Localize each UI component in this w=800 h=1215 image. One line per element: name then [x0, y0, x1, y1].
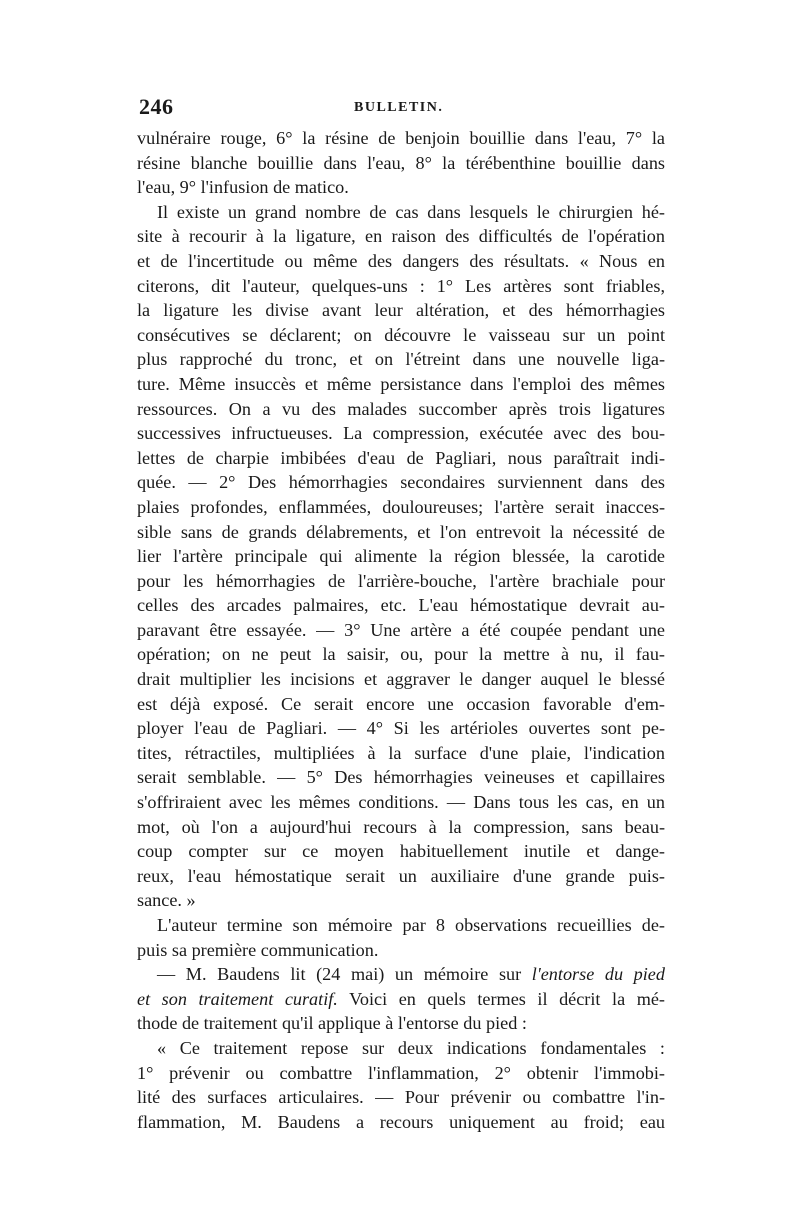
- italic-title: l'entorse du pied: [531, 964, 665, 985]
- text-line: lité des surfaces articulaires. — Pour prévenir ou combattre l'in-: [137, 1087, 665, 1108]
- text-line: plaies profondes, enflammées, douloureuses; l'artère serait inacces-: [137, 496, 665, 517]
- text-line: l'eau, 9° l'infusion de matico.: [137, 177, 349, 198]
- text-line: citerons, dit l'auteur, quelques-uns : 1° Les artères sont friables,: [137, 275, 665, 296]
- text-line: pour les hémorrhagies de l'arrière-bouche, l'artère brachiale pour: [137, 570, 665, 591]
- text-line: ressources. On a vu des malades succomber après trois ligatures: [137, 398, 665, 419]
- text-line: [137, 962, 665, 987]
- text-line: site à recourir à la ligature, en raison des difficultés de l'opération: [137, 226, 665, 247]
- text-line: ployer l'eau de Pagliari. — 4° Si les artérioles ouvertes sont pe-: [137, 718, 665, 739]
- text-line: est déjà exposé. Ce serait encore une occasion favorable d'em-: [137, 693, 665, 714]
- running-title: BULLETIN.: [354, 100, 444, 115]
- text-line: mot, où l'on a aujourd'hui recours à la compression, sans beau-: [137, 816, 665, 837]
- text-line: serait semblable. — 5° Des hémorrhagies veineuses et capillaires: [137, 767, 665, 788]
- text-line: thode de traitement qu'il applique à l'entorse du pied :: [137, 1013, 527, 1034]
- page-number: 246: [139, 94, 174, 119]
- text-line: reux, l'eau hémostatique serait un auxiliaire d'une grande puis-: [137, 865, 665, 886]
- text-line: ture. Même insuccès et même persistance dans l'emploi des mêmes: [137, 373, 665, 394]
- text-line: vulnéraire rouge, 6° la résine de benjoin bouillie dans l'eau, 7° la: [137, 128, 665, 148]
- text-line: opération; on ne peut la saisir, ou, pour la mettre à nu, il fau-: [137, 644, 665, 665]
- text-line: la ligature les divise avant leur altération, et des hémorrhagies: [137, 300, 665, 321]
- text-segment: — M. Baudens lit (24 mai) un mémoire sur: [157, 964, 532, 985]
- italic-title: et son traitement curatif.: [137, 988, 338, 1009]
- text-line: 1° prévenir ou combattre l'inflammation, 2° obtenir l'immobi-: [137, 1062, 665, 1083]
- text-line: résine blanche bouillie dans l'eau, 8° la térébenthine bouillie dans: [137, 152, 665, 173]
- text-line: [137, 987, 665, 1012]
- text-line: sance. »: [137, 890, 196, 911]
- text-line: et de l'incertitude ou même des dangers des résultats. « Nous en: [137, 250, 665, 271]
- text-line: s'offriraient avec les mêmes conditions. — Dans tous les cas, en un: [137, 792, 665, 813]
- body-text: [137, 126, 665, 1134]
- text-line: plus rapproché du tronc, et on l'étreint dans une nouvelle liga-: [137, 349, 665, 370]
- text-line: paravant être essayée. — 3° Une artère a été coupée pendant une: [137, 619, 665, 640]
- text-line: flammation, M. Baudens a recours uniquement au froid; eau: [137, 1111, 665, 1132]
- text-line: Il existe un grand nombre de cas dans lesquels le chirurgien hé-: [157, 201, 665, 222]
- text-line: sible sans de grands délabrements, et l'on entrevoit la nécessité de: [137, 521, 665, 542]
- text-line: « Ce traitement repose sur deux indications fondamentales :: [157, 1037, 665, 1058]
- text-line: tites, rétractiles, multipliées à la surface d'une plaie, l'indication: [137, 742, 665, 763]
- text-line: L'auteur termine son mémoire par 8 observations recueillies de-: [157, 915, 665, 935]
- text-segment: Voici en quels termes il décrit la mé-: [337, 988, 665, 1009]
- text-line: lier l'artère principale qui alimente la région blessée, la carotide: [137, 546, 665, 567]
- text-line: puis sa première communication.: [137, 939, 379, 960]
- text-line: successives infructueuses. La compression, exécutée avec des bou-: [137, 423, 665, 444]
- text-line: quée. — 2° Des hémorrhagies secondaires surviennent dans des: [137, 472, 665, 493]
- text-line: coup compter sur ce moyen habituellement inutile et dange-: [137, 841, 665, 862]
- document-page: [137, 94, 665, 1134]
- running-head: [137, 94, 665, 126]
- text-line: lettes de charpie imbibées d'eau de Pagliari, nous paraîtrait indi-: [137, 447, 665, 468]
- text-line: celles des arcades palmaires, etc. L'eau hémostatique devrait au-: [137, 595, 665, 616]
- text-line: drait multiplier les incisions et aggraver le danger auquel le blessé: [137, 669, 665, 690]
- text-line: consécutives se déclarent; on découvre le vaisseau sur un point: [137, 324, 665, 345]
